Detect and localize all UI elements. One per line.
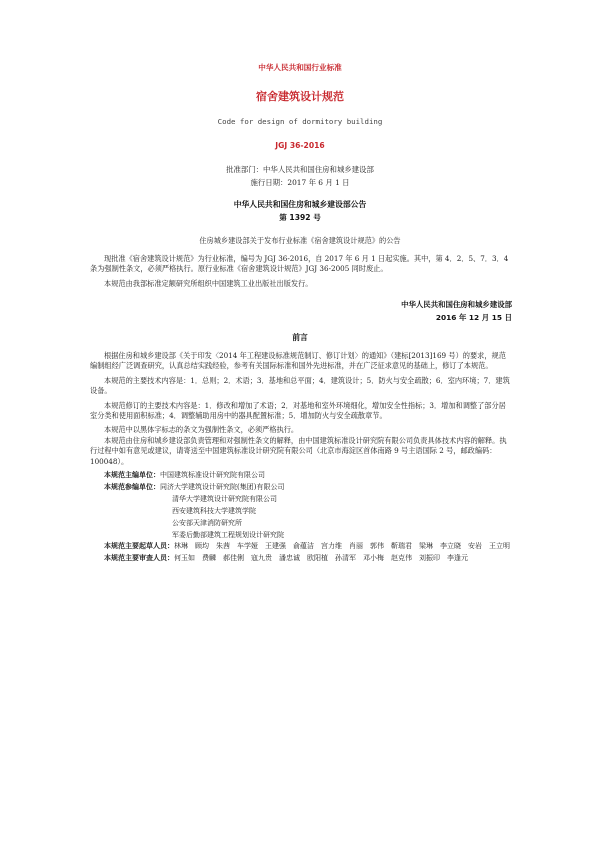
preface-paragraph: 本规范的主要技术内容是：1．总则；2．术语；3．基地和总平面；4．建筑设计；5．防火与安全疏散；6．室内环境；7．建筑设备。: [90, 376, 510, 396]
drafters-names: 林琳 顾均 朱茜 车学娅 王建强 俞蕴洁 宫力维 肖丽 郭伟 靳瑞君 梁琳 李立晓 安岩 王立明: [174, 542, 510, 550]
announcement-subtitle: 住房城乡建设部关于发布行业标准《宿舍建筑设计规范》的公告: [199, 236, 401, 245]
reviewers-names: 何玉如 费麟 郝佳俐 寇九贵 潘忠诚 欧阳植 孙清军 邓小梅 赵克伟 刘振印 李逢元: [174, 554, 468, 562]
preface-paragraph: 本规范修订的主要技术内容是：1．修改和增加了术语；2．对基地和室外环境细化，增加安全性指标；3．增加和调整了部分居室分类和使用面积标准；4．调整辅助用房中的器具配置标准；5．增加防火与安全疏散章节。: [90, 401, 506, 421]
announcement-paragraph: 现批准《宿舍建筑设计规范》为行业标准，编号为 JGJ 36-2016，自 2017 年 6 月 1 日起实施。其中，第 4．2．5、7．3．4 条为强制性条文，必须严格执行。原行业标准《宿舍建筑设计规范》JGJ 36-2005 同时废止。: [90, 254, 509, 274]
participant-unit: 清华大学建筑设计研究院有限公司: [172, 495, 277, 503]
participant-unit: 公安部天津消防研究所: [172, 519, 242, 527]
announcement-number: 第 1392 号: [279, 213, 321, 222]
announcement-title: 中华人民共和国住房和城乡建设部公告: [233, 200, 367, 209]
preface-paragraph: 本规范中以黑体字标志的条文为强制性条文，必须严格执行。: [104, 425, 299, 434]
participant-unit: 军委后勤部建筑工程规划设计研究院: [172, 531, 284, 539]
chief-editor-row: [104, 470, 265, 480]
reviewers-label: 本规范主要审查人员：: [104, 554, 174, 562]
issuer: 中华人民共和国住房和城乡建设部: [401, 300, 512, 309]
chief-editor-unit: 中国建筑标准设计研究院有限公司: [160, 471, 265, 479]
issue-date: 2016 年 12 月 15 日: [435, 313, 512, 322]
standard-code: JGJ 36-2016: [275, 141, 325, 150]
participant-unit: 西安建筑科技大学建筑学院: [172, 507, 256, 515]
drafters-row: [104, 541, 510, 551]
effective-date: 施行日期：2017 年 6 月 1 日: [250, 178, 350, 187]
participant-row: [104, 482, 284, 492]
participant-unit: 同济大学建筑设计研究院(集团)有限公司: [160, 483, 285, 491]
preface-paragraph: 根据住房和城乡建设部《关于印发〈2014 年工程建设标准规范制订、修订计划〉的通知》（建标[2013]169 号）的要求，规范编制组经广泛调查研究，认真总结实践经验，参考有关国际标准和国外先进标准，并在广泛征求意见的基础上，修订了本规范。: [90, 351, 506, 371]
preface-title: 前言: [292, 333, 308, 342]
participant-label: 本规范参编单位：: [104, 483, 160, 491]
drafters-label: 本规范主要起草人员：: [104, 542, 174, 550]
announcement-paragraph: 本规范由我部标准定额研究所组织中国建筑工业出版社出版发行。: [104, 279, 313, 288]
preface-paragraph: 本规范由住房和城乡建设部负责管理和对强制性条文的解释，由中国建筑标准设计研究院有限公司负责具体技术内容的解释。执行过程中如有意见或建议，请寄送至中国建筑标准设计研究院有限公司（北京市海淀区首体南路 9 号主语国际 2 号，邮政编码：100048）。: [90, 436, 507, 466]
english-title: Code for design of dormitory building: [217, 117, 383, 126]
approval-department: 批准部门：中华人民共和国住房和城乡建设部: [226, 165, 374, 174]
standard-category: 中华人民共和国行业标准: [258, 63, 342, 72]
document-title: 宿舍建筑设计规范: [256, 90, 344, 103]
reviewers-row: [104, 553, 468, 563]
chief-editor-label: 本规范主编单位：: [104, 471, 160, 479]
